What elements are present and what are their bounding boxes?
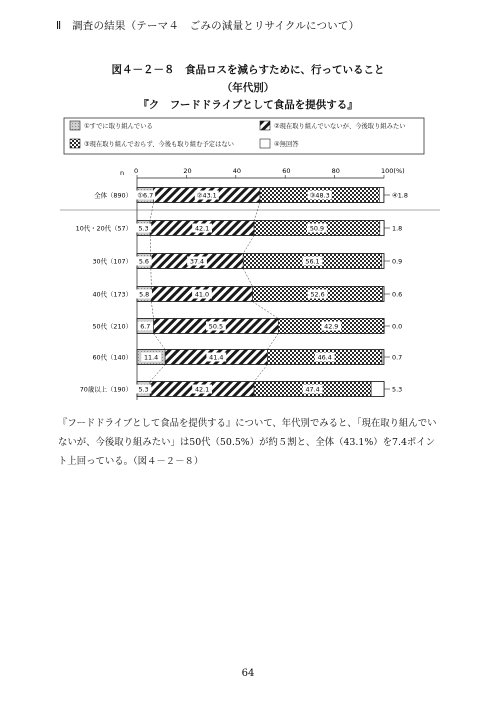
bar-segment	[382, 350, 384, 365]
data-label: 5.6	[138, 257, 150, 266]
data-label: 37.4	[189, 257, 205, 266]
category-label: 30代（107）	[92, 257, 132, 266]
legend-swatch	[70, 139, 80, 148]
data-label: 5.8	[139, 290, 150, 299]
connector-line	[267, 334, 278, 350]
figure-subtitle: （年代別）	[221, 82, 275, 94]
connector-line	[154, 334, 166, 350]
data-label: 47.4	[305, 385, 320, 394]
legend-label: ④無回答	[274, 141, 299, 148]
connector-line	[151, 302, 153, 319]
bar-segment	[371, 382, 384, 397]
connector-line	[150, 203, 153, 221]
legend-swatch	[260, 121, 270, 130]
x-tick-label: 80	[331, 167, 340, 175]
data-label: 0.0	[392, 322, 403, 331]
legend-swatch	[70, 121, 80, 130]
data-label: 6.7	[140, 322, 151, 331]
x-tick-label: 40	[232, 167, 242, 175]
connector-line	[254, 365, 267, 382]
x-tick-label: 100(%)	[381, 167, 405, 175]
category-label: 60代（140）	[92, 353, 132, 362]
data-label: 42.1	[194, 224, 210, 233]
category-label: 10代・20代（57）	[75, 224, 132, 233]
connector-line	[243, 236, 254, 254]
data-label: 46.4	[317, 353, 332, 362]
figure-title: 図４－２－８ 食品ロスを減らすために、行っていること	[111, 64, 385, 76]
category-label: 40代（173）	[92, 290, 132, 299]
data-label: ④1.8	[392, 191, 408, 200]
running-header: Ⅱ 調査の結果（テーマ４ ごみの減量とリサイクルについて）	[56, 20, 360, 32]
data-label: ②43.1	[196, 191, 217, 200]
data-label: 41.4	[209, 353, 224, 362]
legend-label: ②現在取り組んでいないが、今後取り組みたい	[274, 123, 406, 130]
legend-swatch	[260, 139, 270, 148]
data-label: 5.3	[138, 224, 149, 233]
data-label: ③48.3	[309, 191, 330, 200]
data-label: 50.9	[309, 224, 325, 233]
data-label: 5.3	[138, 385, 149, 394]
data-label: 1.8	[392, 224, 403, 233]
data-label: 42.9	[324, 322, 339, 331]
legend-label: ①すでに取り組んでいる	[84, 123, 153, 130]
data-label: 41.0	[194, 290, 210, 299]
data-label: 52.6	[310, 290, 325, 299]
data-label: 5.3	[392, 385, 403, 394]
data-label: 56.1	[305, 257, 320, 266]
page-number: 64	[241, 668, 255, 679]
connector-line	[150, 365, 165, 382]
connector-line	[243, 269, 252, 287]
x-tick-label: 20	[183, 167, 192, 175]
category-label: 50代（210）	[92, 322, 132, 331]
bar-segment	[379, 188, 383, 203]
x-tick-label: 60	[282, 167, 291, 175]
data-label: 11.4	[143, 353, 159, 362]
data-label: 50.5	[208, 322, 224, 331]
data-label: 0.6	[392, 290, 403, 299]
category-label: 70歳以上（190）	[79, 385, 132, 394]
body-paragraph: 『フードドライブとして食品を提供する』について、年代別でみると、「現在取り組んでいないが、今後取り組みたい」は50代（50.5%）が約５割と、全体（43.1%）を7.4ポイント上回っている。（図４－２－８）	[58, 418, 437, 467]
connector-line	[254, 203, 260, 221]
bar-segment	[380, 221, 384, 236]
data-label: 0.7	[392, 353, 403, 362]
figure-topic: 『ク フードドライブとして食品を提供する』	[138, 99, 358, 111]
data-label: ①6.7	[137, 191, 154, 200]
x-tick-label: 0	[134, 167, 139, 175]
connector-line	[253, 302, 279, 319]
connector-line	[150, 236, 151, 254]
category-label: 全体（890）	[94, 191, 132, 200]
n-label: n	[120, 169, 125, 177]
data-label: 0.9	[392, 257, 403, 266]
legend-label: ③現在取り組んでおらず、今後も取り組む予定はない	[84, 141, 234, 148]
data-label: 42.1	[194, 385, 210, 394]
